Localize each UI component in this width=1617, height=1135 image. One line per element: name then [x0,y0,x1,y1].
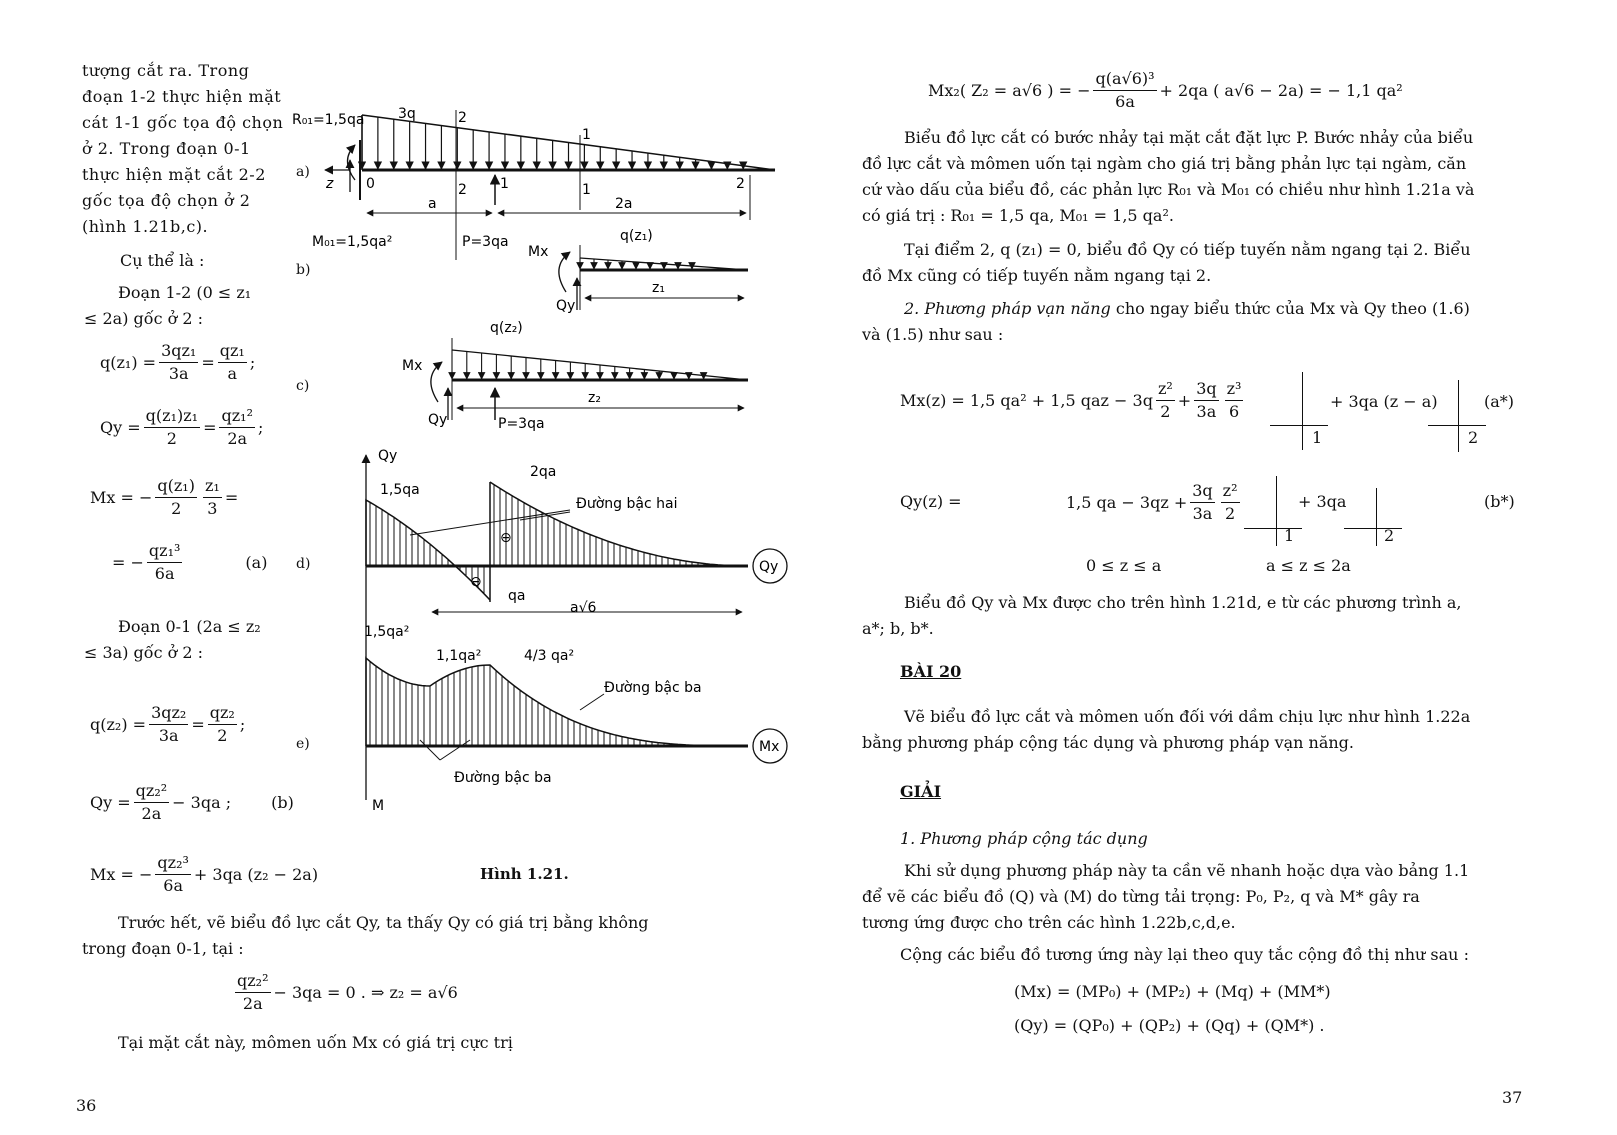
label-qz2: q(z₂) [490,320,523,336]
label-15qa: 1,5qa [380,482,420,498]
line: đồ lực cắt và mômen uốn tại ngàm cho giá trị bằng phản lực tại ngàm, căn [862,154,1467,173]
frac [1190,480,1214,525]
equals: = [191,715,205,734]
line: có giá trị : R₀₁ = 1,5 qa, M₀₁ = 1,5 qa². [862,206,1174,225]
plus-sign: ⊕ [500,530,512,546]
den: a [227,364,238,383]
den: 6 [1228,402,1240,421]
eq-lhs: Mx = − [90,488,153,507]
label-curve-2: Đường bậc hai [576,496,678,512]
line: a*; b, b*. [862,619,934,638]
label-z: z [326,176,334,192]
den: 2a [227,429,248,448]
line: Biểu đồ lực cắt có bước nhảy tại mặt cắt đặt lực P. Bước nhảy của biểu [904,128,1474,147]
cu-the: Cụ thể là : [120,251,205,270]
eq-rest: − 3qa = 0 . ⇒ z₂ = a√6 [273,983,458,1002]
eq-lhs: q(z₂) = [90,715,147,734]
solution-title: GIẢI [900,782,942,801]
bracket-b1-label: 1 [1284,526,1295,545]
frac [235,970,271,1015]
label-curve-3a: Đường bậc ba [604,680,702,696]
right-para7: Cộng các biểu đồ tương ứng này lại theo quy tắc cộng đồ thị như sau : [900,945,1469,964]
diagram-a [292,106,775,260]
hatch-e [366,658,742,746]
label-Mx-c: Mx [402,358,423,374]
bracket-b2-label: 2 [1384,526,1395,545]
den: 3a [1196,402,1217,421]
den: 2a [141,804,162,823]
label-3q: 3q [398,106,416,122]
leader-e3 [580,694,604,710]
page-number-left: 36 [76,1096,97,1115]
den: 2 [1160,402,1171,421]
num: qz₂² [235,970,271,993]
page-number-right: 37 [1502,1088,1523,1107]
line: Vẽ biểu đồ lực cắt và mômen uốn đối với dầm chịu lực như hình 1.22a [904,707,1471,726]
label-dim-a: a [428,196,437,212]
doan01-line1: Đoạn 0-1 (2a ≤ z₂ [118,617,261,636]
doan12-line1: Đoạn 1-2 (0 ≤ z₁ [118,283,252,302]
eq-lhs: Qy = [100,418,141,437]
intro-line: cát 1-1 gốc tọa độ chọn [82,113,284,132]
line: Tại điểm 2, q (z₁) = 0, biểu đồ Qy có tiếp tuyến nằm ngang tại 2. Biểu [904,240,1471,259]
label-c: c) [296,378,310,394]
eq-tag: (b) [271,793,294,812]
moment-arrow-a [348,145,356,180]
label-2-end: 2 [736,176,745,192]
intro-line: tượng cắt ra. Trong [82,61,250,80]
label-P: P=3qa [462,234,509,250]
num: z² [1156,378,1175,401]
doan01-line2: ≤ 3a) gốc ở 2 : [84,643,203,662]
line: bằng phương pháp cộng tác dụng và phương pháp vạn năng. [862,733,1355,752]
leader-e1 [440,740,470,760]
eq-b-term: + 3qa [1298,492,1347,511]
label-11qa2: 1,1qa² [436,648,482,664]
bracket-a1-h [1270,425,1328,426]
frac [1225,378,1244,423]
left-para1b: trong đoạn 0-1, tại : [82,939,244,958]
den: 2 [217,726,228,745]
num: q(z₁)z₁ [144,405,200,428]
equals: = [224,488,239,507]
bracket-a2 [1458,380,1459,452]
bracket-a1-label: 1 [1312,428,1323,447]
right-para5 [862,704,1532,756]
intro-line: thực hiện mặt cắt 2-2 [82,165,266,184]
num: z₁ [203,475,222,498]
bracket-b1 [1276,476,1277,546]
diagram-e-moment [364,624,787,814]
label-1: 1 [500,176,509,192]
label-qz1: q(z₁) [620,228,653,244]
eq-lhs: Mx(z) = 1,5 qa² + 1,5 qaz − 3q [900,391,1153,410]
den: 3a [1192,504,1213,523]
left-para1: Trước hết, vẽ biểu đồ lực cắt Qy, ta thấy Qy có giá trị bằng không [118,913,649,932]
diagram-b [528,228,748,314]
den: 2 [1224,504,1236,523]
eq-rest: − 3qa ; [172,793,232,812]
num: 3q [1194,378,1218,401]
para-rest: cho ngay biểu thức của Mx và Qy theo (1.6) [1110,299,1470,318]
eq-zero [232,970,458,1015]
num: qz₂ [208,702,237,725]
intro-line: đoạn 1-2 thực hiện mặt [82,87,282,106]
eq-lhs: q(z₁) = [100,353,157,372]
label-M01: M₀₁=1,5qa² [312,234,393,250]
label-2qa: 2qa [530,464,557,480]
right-para4 [862,590,1532,642]
frac [1194,378,1218,423]
den: 6a [154,564,175,583]
num: qz₁³ [147,540,183,563]
right-para3b: và (1.5) như sau : [862,325,1004,344]
semicolon: ; [239,715,246,734]
label-R01: R₀₁=1,5qa [292,112,365,128]
line: cứ vào dấu của biểu đồ, các phản lực R₀₁ và M₀₁ có chiều như hình 1.21a và [862,180,1475,199]
eq-rest: + 2qa ( a√6 − 2a) = − 1,1 qa² [1159,81,1403,100]
diagram-c [402,320,748,432]
label-43qa2: 4/3 qa² [524,648,575,664]
eq-b-lhs: Qy(z) = [900,492,962,511]
plus: + [1177,391,1192,410]
method-1-title: 1. Phương pháp cộng tác dụng [900,829,1148,848]
label-a: a) [296,164,310,180]
label-M-axis: M [372,798,385,814]
den: 6a [1115,92,1135,111]
label-15qa2: 1,5qa² [364,624,410,640]
figure-1-21 [0,0,800,860]
eq-mid: 1,5 qa − 3qz + [1066,493,1188,512]
label-curve-3b: Đường bậc ba [454,770,552,786]
eq-lhs: Mx = − [90,865,153,884]
label-Qy-axis: Qy [378,448,398,464]
den: 3a [168,364,189,383]
frac [1221,480,1240,525]
frac [1156,378,1175,423]
line: Biểu đồ Qy và Mx được cho trên hình 1.21d, e từ các phương trình a, [904,593,1462,612]
bracket-a1 [1302,372,1303,450]
intro-line: gốc tọa độ chọn ở 2 [82,191,251,210]
num: 3q [1190,480,1214,503]
num: qz₁² [219,405,255,428]
line: tương ứng được cho trên các hình 1.22b,c,d,e. [862,913,1236,932]
right-para6 [862,858,1532,936]
eq-b-tag: (b*) [1484,492,1515,511]
equals: = [201,353,215,372]
doan12-line2: ≤ 2a) gốc ở 2 : [84,309,203,328]
label-z1: z₁ [652,280,665,296]
eq-a-tag: (a*) [1484,392,1515,411]
num: qz₁ [218,340,247,363]
sum-M: (Mx) = (MP₀) + (MP₂) + (Mq) + (MM*) [1014,982,1331,1001]
num: q(a√6)³ [1093,68,1156,91]
label-Qy-c: Qy [428,412,448,428]
eq-tag: (a) [245,553,268,572]
den: 2 [166,429,177,448]
num: qz₂³ [155,852,191,875]
tag-Mx: Mx [759,739,780,755]
frac [1093,68,1156,113]
den: 2 [171,499,182,518]
minus-sign: ⊖ [470,574,482,590]
sum-Q: (Qy) = (QP₀) + (QP₂) + (Qq) + (QM*) . [1014,1016,1325,1035]
label-0: 0 [366,176,375,192]
eq-a-term: + 3qa (z − a) [1330,392,1438,411]
line: Khi sử dụng phương pháp này ta cần vẽ nhanh hoặc dựa vào bảng 1.1 [904,861,1470,880]
label-d: d) [296,556,311,572]
label-1b: 1 [582,182,591,198]
range-2: a ≤ z ≤ 2a [1266,556,1351,575]
left-para2: Tại mặt cắt này, mômen uốn Mx có giá trị cực trị [118,1033,513,1052]
line: đồ Mx cũng có tiếp tuyến nằm ngang tại 2. [862,266,1212,285]
semicolon: ; [257,418,264,437]
label-qa: qa [508,588,526,604]
range-1: 0 ≤ z ≤ a [1086,556,1162,575]
right-para2 [862,237,1532,289]
equals: = [203,418,217,437]
intro-line: (hình 1.21b,c). [82,217,209,236]
bracket-b2 [1376,488,1377,546]
right-para3 [904,296,1470,322]
label-1-top: 1 [582,127,591,143]
bracket-a2-h [1428,425,1486,426]
eq-rest: + 3qa (z₂ − 2a) [193,865,319,884]
den: 2a [242,994,263,1013]
label-e: e) [296,736,310,752]
method-title: 2. Phương pháp vạn năng [904,299,1111,318]
eq-a-star [900,378,1246,423]
label-Qy-b: Qy [556,298,576,314]
den: 3 [207,499,218,518]
hatch-d [370,485,740,594]
eq-top [928,68,1403,113]
num: qz₂² [134,780,170,803]
label-z2: z₂ [588,390,601,406]
intro-line: ở 2. Trong đoạn 0-1 [82,139,251,158]
shear-curve [366,482,746,600]
den: 6a [163,876,183,895]
tag-Qy: Qy [759,559,779,575]
label-2: 2 [458,182,467,198]
num: 3qz₁ [159,340,198,363]
moment-Mx-b [559,252,570,292]
label-P-c: P=3qa [498,416,545,432]
label-2-top: 2 [458,110,467,126]
num: q(z₁) [155,475,197,498]
line: để vẽ các biểu đồ (Q) và (M) do từng tải trọng: P₀, P₂, q và M* gây ra [862,887,1420,906]
semicolon: ; [249,353,256,372]
den: 3a [158,726,179,745]
eq-lhs: = − [112,553,144,572]
right-para1 [862,125,1532,229]
eq-b-star [1066,480,1243,525]
moment-Mx-c [431,362,442,402]
exercise-title: BÀI 20 [900,662,962,681]
label-dim: a√6 [570,600,597,616]
num: 3qz₂ [149,702,188,725]
bracket-a2-label: 2 [1468,428,1479,447]
eq-lhs: Mx₂( Z₂ = a√6 ) = − [928,81,1091,100]
label-dim-2a: 2a [615,196,633,212]
figure-caption: Hình 1.21. [480,865,569,883]
label-b: b) [296,262,311,278]
num: z³ [1225,378,1244,401]
eq-lhs: Qy = [90,793,131,812]
num: z² [1221,480,1240,503]
label-Mx-b: Mx [528,244,549,260]
